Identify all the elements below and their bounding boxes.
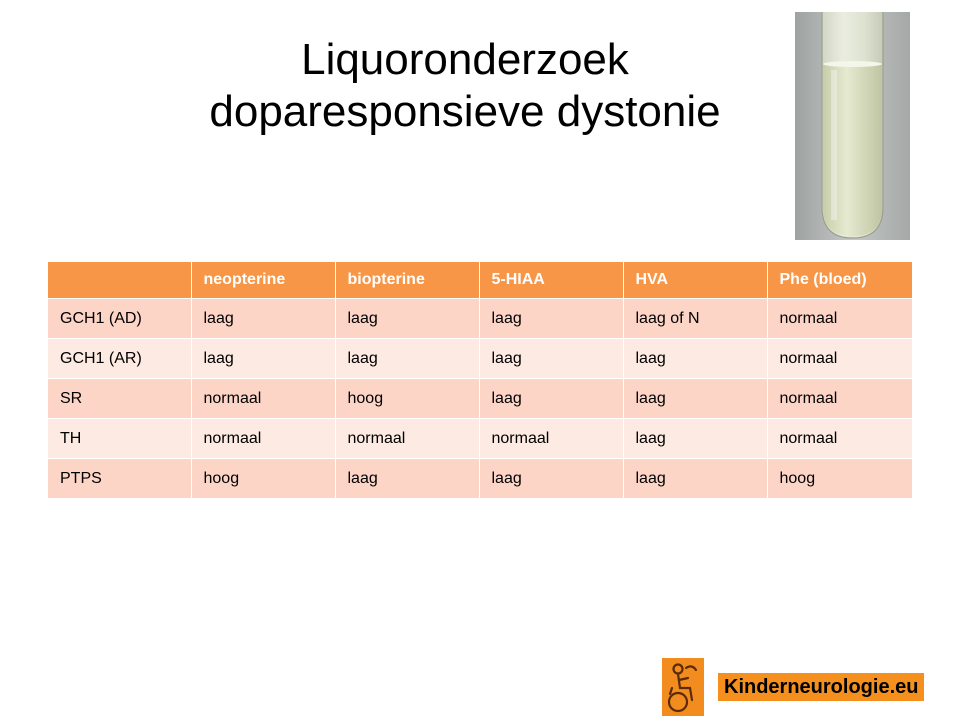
table-row bbox=[48, 339, 912, 379]
row-label: GCH1 (AR) bbox=[48, 339, 191, 379]
header-cell-empty bbox=[48, 262, 191, 299]
header-cell-5-hiaa: 5-HIAA bbox=[479, 262, 623, 299]
table-cell: laag bbox=[335, 459, 479, 499]
row-label: GCH1 (AD) bbox=[48, 299, 191, 339]
site-logo bbox=[662, 658, 924, 716]
title-line-2: doparesponsieve dystonie bbox=[209, 87, 721, 136]
table-cell: normaal bbox=[191, 379, 335, 419]
table-cell: hoog bbox=[191, 459, 335, 499]
table-cell: laag bbox=[479, 299, 623, 339]
table-cell: normaal bbox=[767, 379, 912, 419]
table-cell: laag bbox=[479, 379, 623, 419]
table-row bbox=[48, 459, 912, 499]
table-cell: laag bbox=[335, 299, 479, 339]
table-cell: laag bbox=[479, 339, 623, 379]
table-cell: hoog bbox=[335, 379, 479, 419]
header-cell-neopterine: neopterine bbox=[191, 262, 335, 299]
table-cell: laag bbox=[191, 299, 335, 339]
table-cell: laag bbox=[623, 379, 767, 419]
table-cell: normaal bbox=[767, 339, 912, 379]
table-cell: normaal bbox=[767, 299, 912, 339]
table-cell: laag bbox=[479, 459, 623, 499]
table-cell: laag bbox=[191, 339, 335, 379]
row-label: PTPS bbox=[48, 459, 191, 499]
row-label: SR bbox=[48, 379, 191, 419]
header-cell-phe: Phe (bloed) bbox=[767, 262, 912, 299]
table-cell: laag bbox=[623, 339, 767, 379]
slide-title bbox=[150, 34, 780, 138]
table-row bbox=[48, 419, 912, 459]
csf-findings-table bbox=[48, 262, 913, 499]
logo-text: Kinderneurologie.eu bbox=[718, 673, 924, 701]
table-cell: laag of N bbox=[623, 299, 767, 339]
table-cell: normaal bbox=[767, 419, 912, 459]
table-cell: laag bbox=[623, 459, 767, 499]
header-cell-biopterine: biopterine bbox=[335, 262, 479, 299]
table-row bbox=[48, 299, 912, 339]
table-cell: hoog bbox=[767, 459, 912, 499]
header-cell-hva: HVA bbox=[623, 262, 767, 299]
table-row bbox=[48, 379, 912, 419]
wheelchair-figure-icon bbox=[662, 658, 704, 716]
table-header-row bbox=[48, 262, 912, 299]
table-cell: normaal bbox=[479, 419, 623, 459]
table-cell: laag bbox=[623, 419, 767, 459]
test-tube-photo bbox=[795, 12, 910, 240]
table-cell: normaal bbox=[191, 419, 335, 459]
table-cell: normaal bbox=[335, 419, 479, 459]
table-cell: laag bbox=[335, 339, 479, 379]
test-tube-illustration bbox=[795, 12, 910, 240]
title-line-1: Liquoronderzoek bbox=[301, 35, 629, 84]
row-label: TH bbox=[48, 419, 191, 459]
